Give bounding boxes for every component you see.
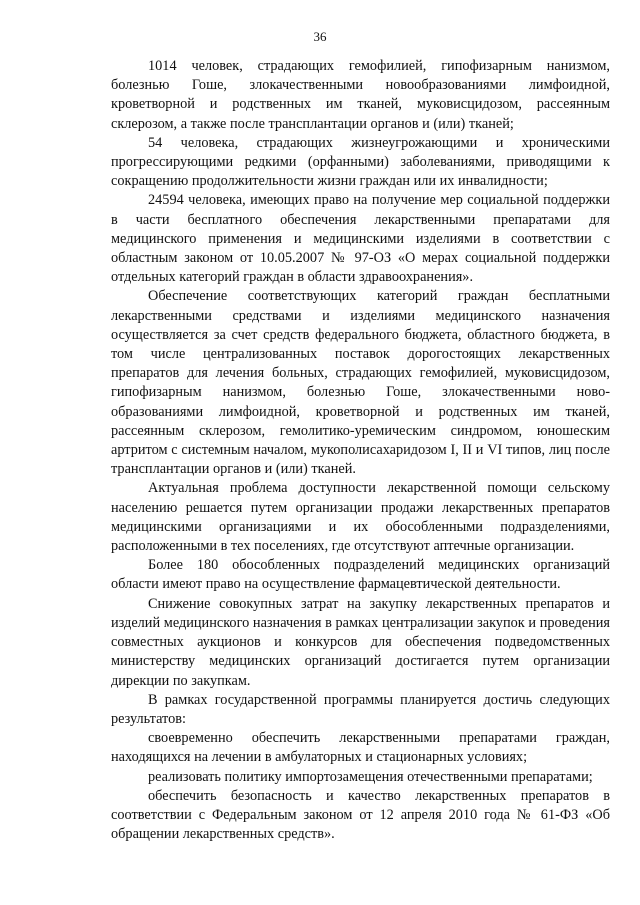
paragraph: 24594 человека, имеющих право на получение мер социальной поддержки в части бесплатного обеспечения лекарственными препаратами для медицинского применения и медицинскими изделиями в соответствии с областным законом от 10.05.2007 № 97-ОЗ «О мерах социальной поддержки отдельных категорий граждан в области здравоохранения». — [111, 192, 610, 286]
paragraph: Снижение совокупных затрат на закупку лекарственных препаратов и изделий медицинского назначения в рамках централизации закупок и проведения совместных аукционов и конкурсов для обеспечения подведомственных министерству медицинских организаций достигается путем организации дирекции по закупкам. — [111, 595, 610, 689]
paragraph: своевременно обеспечить лекарственными препаратами граждан, находящихся на лечении в амбулаторных и стационарных условиях; — [111, 730, 610, 766]
paragraph: реализовать политику импортозамещения отечественными препаратами; — [148, 768, 593, 785]
paragraph: обеспечить безопасность и качество лекарственных препаратов в соответствии с Федеральным законом от 12 апреля 2010 года № 61-ФЗ «Об обращении лекарственных средств». — [111, 787, 610, 843]
page-body — [111, 57, 610, 844]
paragraph: 1014 человек, страдающих гемофилией, гипофизарным нанизмом, болезнью Гоше, злокачественными новообразованиями лимфоидной, кроветворной и родственных им тканей, муковисцидозом, рассеянным склерозом, а также после трансплантации органов и (или) тканей; — [111, 58, 610, 132]
paragraph: 54 человека, страдающих жизнеугрожающими и хроническими прогрессирующими редкими (орфанными) заболеваниями, приводящими к сокращению продолжительности жизни граждан или их инвалидности; — [111, 134, 610, 190]
paragraph: В рамках государственной программы планируется достичь следующих результатов: — [111, 691, 610, 727]
paragraph: Более 180 обособленных подразделений медицинских организаций области имеют право на осуществление фармацевтической деятельности. — [111, 557, 610, 593]
paragraph: Обеспечение соответствующих категорий граждан бесплатными лекарственными средствами и изделиями медицинского назначения осуществляется за счет средств федерального бюджета, областного бюджета, в том числе централизованных поставок дорогостоящих лекарственных препаратов для лечения больных, страдающих гемофилией, муковисцидозом, гипофизарным нанизмом, болезнью Гоше, злокачественными новообразованиями лимфоидной, кроветворной и родственных им тканей, рассеянным склерозом, гемолитико-уремическим синдромом, юношеским артритом с системным началом, мукополисахаридозом I, II и VI типов, лиц после трансплантации органов и (или) тканей. — [111, 288, 610, 478]
paragraph: Актуальная проблема доступности лекарственной помощи сельскому населению решается путем организации продажи лекарственных препаратов медицинскими организациями и их обособленными подразделениями, расположенными в тех поселениях, где отсутствуют аптечные организации. — [111, 480, 610, 555]
page-number: 36 — [313, 29, 327, 44]
